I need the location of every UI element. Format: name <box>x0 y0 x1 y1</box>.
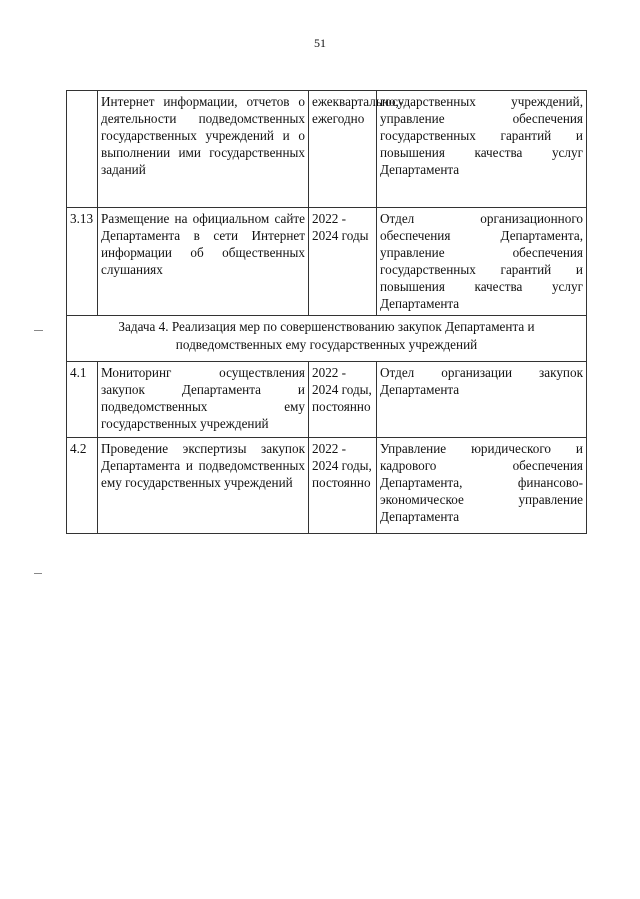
scan-mark <box>34 330 43 331</box>
term-cell: 2022 - 2024 годы, постоянно <box>309 362 377 438</box>
task-header: Задача 4. Реализация мер по совершенствованию закупок Департамента и подведомственных ему государственных учреждений <box>67 316 587 362</box>
term-cell: ежеквартально,- ежегодно <box>309 91 377 208</box>
term-cell: 2022 - 2024 годы <box>309 208 377 316</box>
scan-mark <box>34 573 42 574</box>
activity-cell: Проведение экспертизы закупок Департамента и подведомственных ему государственных учреждений <box>98 438 309 534</box>
row-number: 3.13 <box>67 208 98 316</box>
activity-cell: Интернет информации, отчетов о деятельности подведомственных государственных учреждений и о выполнении ими государственных заданий <box>98 91 309 208</box>
row-number: 4.2 <box>67 438 98 534</box>
task-header-row <box>67 316 587 362</box>
table-row <box>67 208 587 316</box>
activity-cell: Размещение на официальном сайте Департамента в сети Интернет информации об общественных слушаниях <box>98 208 309 316</box>
row-number: 4.1 <box>67 362 98 438</box>
plan-table <box>66 90 587 534</box>
activity-cell: Мониторинг осуществления закупок Департамента и подведомственных ему государственных учреждений <box>98 362 309 438</box>
table-row <box>67 91 587 208</box>
page-number: 51 <box>314 36 326 50</box>
term-cell: 2022 - 2024 годы, постоянно <box>309 438 377 534</box>
table-row <box>67 438 587 534</box>
table-row <box>67 362 587 438</box>
responsible-cell: Отдел организационного обеспечения Департамента, управление обеспечения государственных гарантий и повышения качества услуг Департамента <box>377 208 587 316</box>
row-number <box>67 91 98 208</box>
responsible-cell: Отдел организации закупок Департамента <box>377 362 587 438</box>
responsible-cell: Управление юридического и кадрового обеспечения Департамента, финансово-экономическое управление Департамента <box>377 438 587 534</box>
responsible-cell: государственных учреждений, управление обеспечения государственных гарантий и повышения качества услуг Департамента <box>377 91 587 208</box>
